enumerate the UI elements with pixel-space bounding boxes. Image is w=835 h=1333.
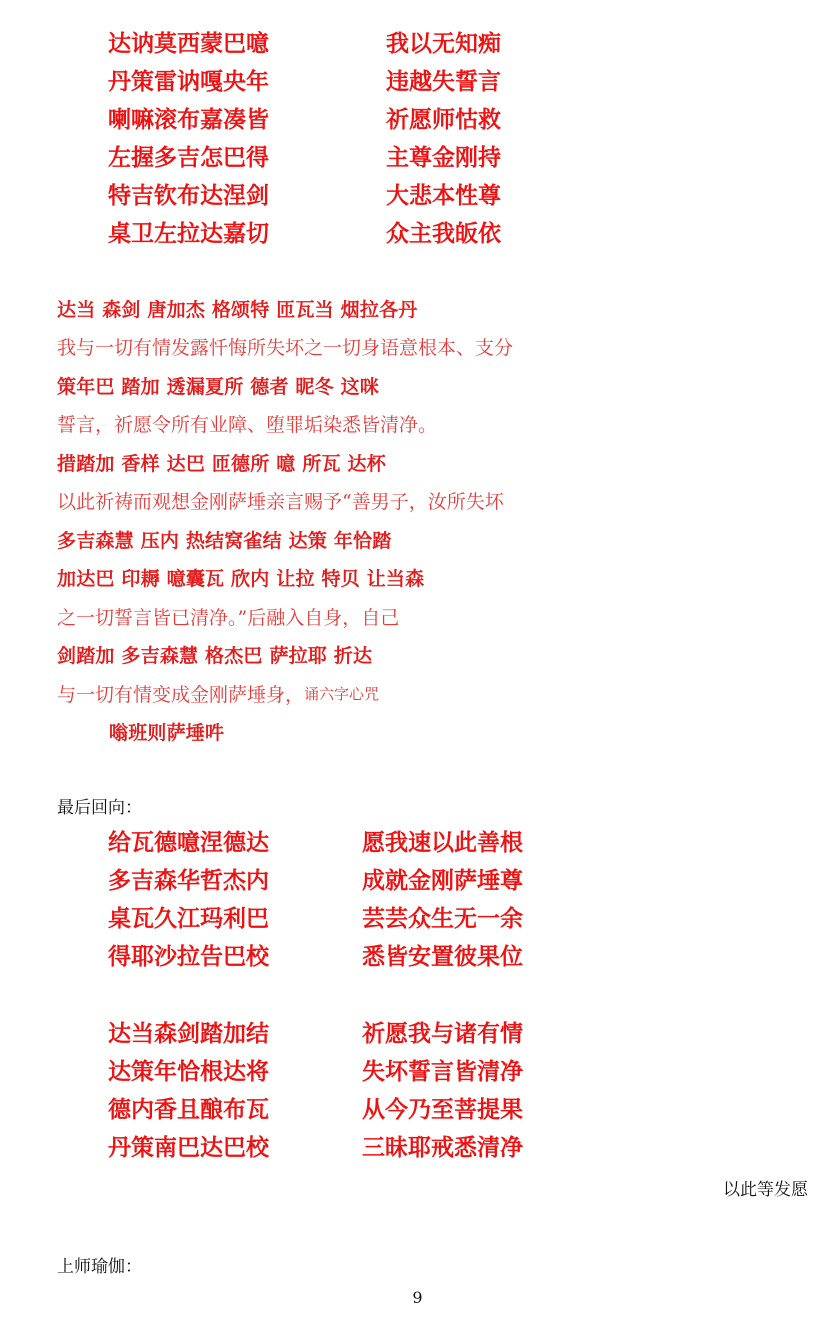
verse-tibetan: 达讷莫西蒙巴噫 [108, 29, 269, 57]
verse-row [108, 1050, 523, 1088]
verse-tibetan: 多吉森华哲杰内 [108, 866, 269, 894]
verse-row [108, 821, 523, 859]
verse-chinese: 悉皆安置彼果位 [362, 942, 523, 970]
verse-chinese: 愿我速以此善根 [362, 828, 523, 856]
prose-last-note: 诵六字心咒 [304, 684, 380, 703]
verse-chinese: 主尊金刚持 [386, 143, 501, 171]
prose-line-transliteration: 达当 森剑 唐加杰 格颂特 匝瓦当 烟拉各丹 [57, 298, 418, 321]
verse-row [108, 859, 523, 897]
verse-tibetan: 喇嘛滚布嘉凑皆 [108, 105, 269, 133]
prose-line-transliteration: 加达巴 印耨 噫囊瓦 欣内 让拉 特贝 让当森 [57, 568, 425, 591]
verse-chinese: 从今乃至菩提果 [362, 1095, 523, 1123]
verse-tibetan: 丹策南巴达巴校 [108, 1133, 269, 1161]
prose-last-main: 与一切有情变成金刚萨埵身， [57, 683, 305, 706]
verse-row [108, 1088, 523, 1126]
prose-line-transliteration: 多吉森慧 压内 热结窝雀结 达策 年恰踏 [57, 529, 392, 552]
verse-row [108, 98, 501, 136]
prose-line-transliteration: 剑踏加 多吉森慧 格杰巴 萨拉耶 折达 [57, 645, 373, 668]
prose-line-transliteration: 策年巴 踏加 透漏夏所 德者 昵冬 这咪 [57, 375, 380, 398]
closing-note: 以此等发愿 [723, 1180, 808, 1200]
verse-tibetan: 特吉钦布达涅剑 [108, 181, 269, 209]
prose-line-transliteration: 措踏加 香样 达巴 匝德所 噫 所瓦 达杯 [57, 452, 386, 475]
verse-tibetan: 得耶沙拉告巴校 [108, 942, 269, 970]
verse-row [108, 22, 501, 60]
verse-chinese: 大悲本性尊 [386, 181, 501, 209]
verse-tibetan: 桌卫左拉达嘉切 [108, 219, 269, 247]
prose-line-translation: 之一切誓言皆已清净。”后融入自身，自己 [57, 606, 400, 629]
prose-line-translation: 我与一切有情发露忏悔所失坏之一切身语意根本、支分 [57, 337, 514, 360]
verse-chinese: 失坏誓言皆清净 [362, 1057, 523, 1085]
verse-tibetan: 桌瓦久江玛利巴 [108, 904, 269, 932]
verse-block-dedication-1 [108, 821, 523, 973]
page-number: 9 [412, 1288, 423, 1307]
mantra: 嗡班则萨埵吽 [109, 722, 225, 745]
verse-block-refuge [108, 22, 501, 250]
verse-row [108, 1012, 523, 1050]
verse-chinese: 三昧耶戒悉清净 [362, 1133, 523, 1161]
verse-tibetan: 左握多吉怎巴得 [108, 143, 269, 171]
prose-block-confession [57, 289, 817, 751]
verse-row [108, 212, 501, 250]
verse-tibetan: 德内香且酿布瓦 [108, 1095, 269, 1123]
verse-chinese: 成就金刚萨埵尊 [362, 866, 523, 894]
verse-tibetan: 给瓦德噫涅德达 [108, 828, 269, 856]
verse-row [108, 935, 523, 973]
next-section-heading: 上师瑜伽： [57, 1257, 142, 1277]
verse-tibetan: 达当森剑踏加结 [108, 1019, 269, 1047]
prose-line-translation: 以此祈祷而观想金刚萨埵亲言赐予“善男子，汝所失坏 [57, 491, 504, 514]
verse-tibetan: 丹策雷讷嘎央年 [108, 67, 269, 95]
prose-line-translation [57, 674, 817, 713]
verse-chinese: 祈愿师怙救 [386, 105, 501, 133]
prose-line-translation: 誓言，祈愿令所有业障、堕罪垢染悉皆清净。 [57, 414, 438, 437]
verse-chinese: 祈愿我与诸有情 [362, 1019, 523, 1047]
verse-chinese: 芸芸众生无一余 [362, 904, 523, 932]
verse-chinese: 违越失誓言 [386, 67, 501, 95]
verse-chinese: 众主我皈依 [386, 219, 501, 247]
verse-row [108, 136, 501, 174]
verse-block-dedication-2 [108, 1012, 523, 1164]
verse-chinese: 我以无知痴 [386, 29, 501, 57]
dedication-heading: 最后回向： [57, 798, 142, 818]
verse-row [108, 60, 501, 98]
verse-row [108, 1126, 523, 1164]
verse-row [108, 174, 501, 212]
verse-row [108, 897, 523, 935]
verse-tibetan: 达策年恰根达将 [108, 1057, 269, 1085]
